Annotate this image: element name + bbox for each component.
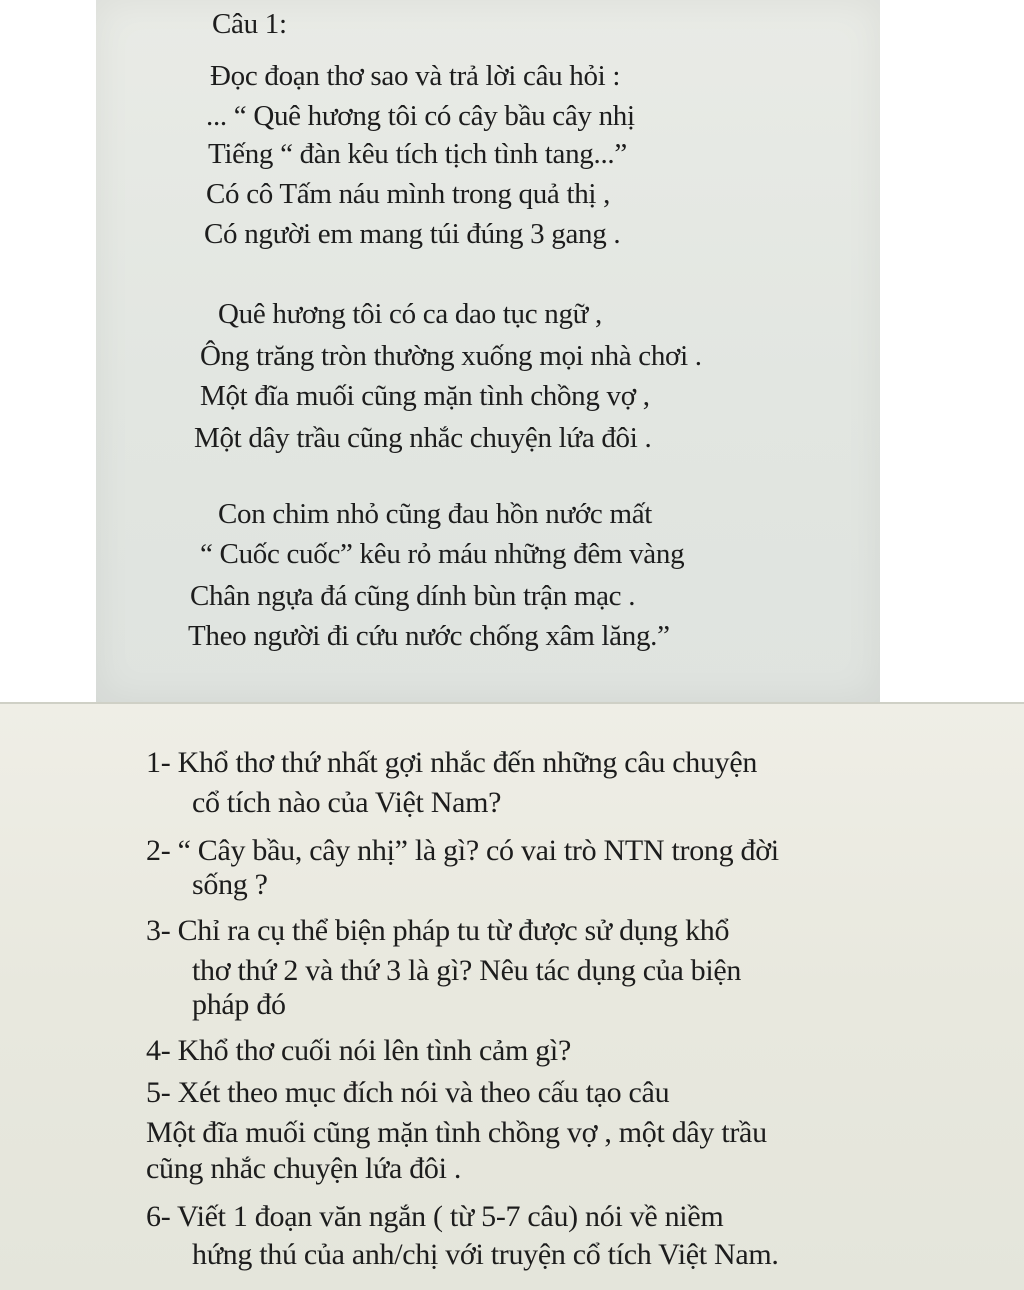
poem-heading: Câu 1: xyxy=(212,8,287,40)
poem-line: “ Cuốc cuốc” kêu rỏ máu những đêm vàng xyxy=(200,538,685,570)
question-line: cũng nhắc chuyện lứa đôi . xyxy=(146,1152,462,1185)
poem-line: Một dây trầu cũng nhắc chuyện lứa đôi . xyxy=(194,422,652,454)
question-line: 5- Xét theo mục đích nói và theo cấu tạo câu xyxy=(146,1076,670,1109)
poem-sheet xyxy=(96,0,880,702)
question-line: Một đĩa muối cũng mặn tình chồng vợ , một dây trầu xyxy=(146,1116,767,1149)
question-line: 1- Khổ thơ thứ nhất gợi nhắc đến những câu chuyện xyxy=(146,746,758,779)
poem-line: Một đĩa muối cũng mặn tình chồng vợ , xyxy=(200,380,650,412)
question-line: hứng thú của anh/chị với truyện cổ tích Việt Nam. xyxy=(192,1238,779,1271)
question-line: 6- Viết 1 đoạn văn ngắn ( từ 5-7 câu) nói về niềm xyxy=(146,1200,724,1233)
poem-line: Có cô Tấm náu mình trong quả thị , xyxy=(206,178,611,210)
poem-line: Có người em mang túi đúng 3 gang . xyxy=(204,218,621,250)
poem-line: Ông trăng tròn thường xuống mọi nhà chơi . xyxy=(200,340,702,372)
poem-line: Con chim nhỏ cũng đau hồn nước mất xyxy=(218,498,653,530)
questions-sheet xyxy=(0,702,1024,1290)
question-line: sống ? xyxy=(192,868,268,901)
poem-line: Tiếng “ đàn kêu tích tịch tình tang...” xyxy=(208,138,627,170)
poem-line: Quê hương tôi có ca dao tục ngữ , xyxy=(218,298,602,330)
question-line: pháp đó xyxy=(192,988,286,1021)
question-line: thơ thứ 2 và thứ 3 là gì? Nêu tác dụng của biện xyxy=(192,954,742,987)
poem-line: Chân ngựa đá cũng dính bùn trận mạc . xyxy=(190,580,636,612)
question-line: 4- Khổ thơ cuối nói lên tình cảm gì? xyxy=(146,1034,571,1067)
poem-line: Theo người đi cứu nước chống xâm lăng.” xyxy=(188,620,670,652)
poem-instruction: Đọc đoạn thơ sao và trả lời câu hỏi : xyxy=(210,60,621,92)
question-line: 2- “ Cây bầu, cây nhị” là gì? có vai trò NTN trong đời xyxy=(146,834,779,867)
poem-line: ... “ Quê hương tôi có cây bầu cây nhị xyxy=(206,100,635,132)
question-line: 3- Chỉ ra cụ thể biện pháp tu từ được sử dụng khổ xyxy=(146,914,730,947)
question-line: cổ tích nào của Việt Nam? xyxy=(192,786,502,819)
